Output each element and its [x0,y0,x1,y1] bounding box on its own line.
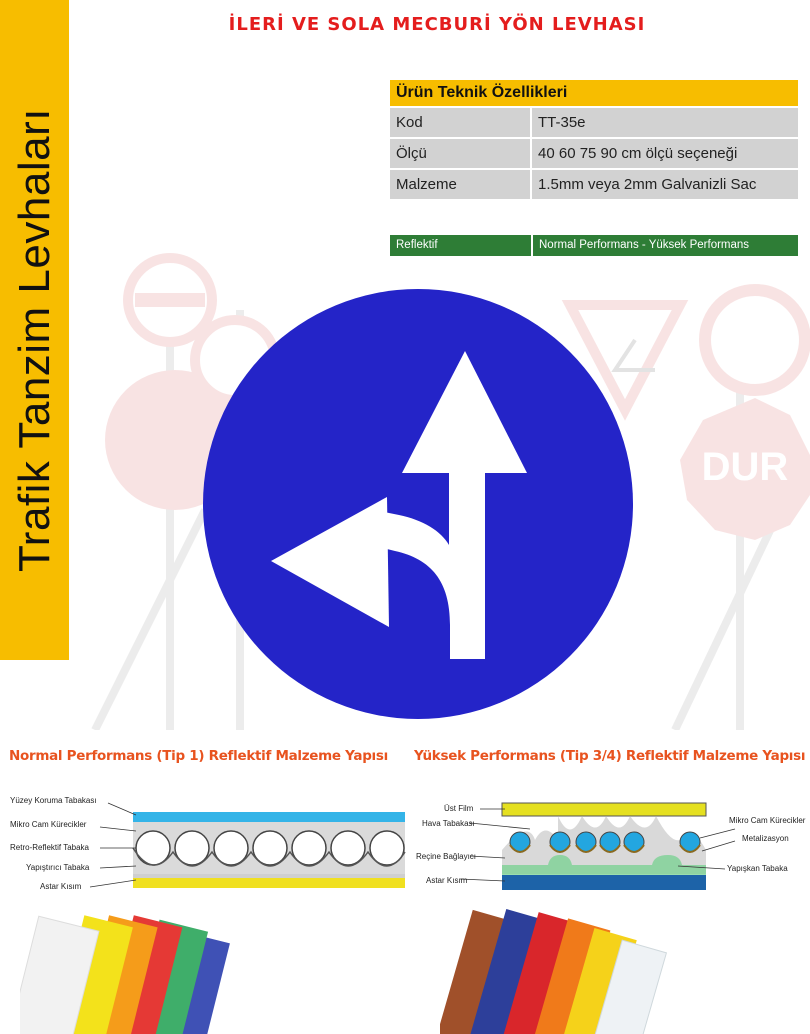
layer-label: Metalizasyon [742,834,789,843]
layer-label: Yapışkan Tabaka [727,864,788,873]
layer-label: Yapıştırıcı Tabaka [26,863,90,872]
spec-key: Malzeme [390,168,532,199]
spec-row-code [390,106,798,137]
layer-label: Mikro Cam Kürecikler [729,816,806,825]
spec-key: Ölçü [390,137,532,168]
sidebar-banner [0,0,69,660]
normal-reflective-samples-image [20,910,240,1034]
layer-label: Astar Kısım [40,882,82,891]
spec-value: TT-35e [532,106,798,137]
normal-performance-title: Normal Performans (Tip 1) Reflektif Malzeme Yapısı [9,748,388,764]
spec-value: 40 60 75 90 cm ölçü seçeneği [532,137,798,168]
spec-row-size [390,137,798,168]
layer-label: Reçine Bağlayıcı [416,852,477,861]
high-performance-title: Yüksek Performans (Tip 3/4) Reflektif Malzeme Yapısı [414,748,806,764]
spec-value: 1.5mm veya 2mm Galvanizli Sac [532,168,798,199]
layer-label: Hava Tabakası [422,819,475,828]
layer-label: Mikro Cam Kürecikler [10,820,87,829]
layer-label: Yüzey Koruma Tabakası [10,796,97,805]
reflective-value: Normal Performans - Yüksek Performans [533,235,798,256]
layer-label: Astar Kısım [426,876,468,885]
spec-key: Kod [390,106,532,137]
dur-text: DUR [701,445,789,489]
traffic-sign-ahead-or-left [203,289,633,719]
spec-row-material [390,168,798,199]
reflective-key: Reflektif [390,235,533,256]
layer-label: Retro-Reflektif Tabaka [10,843,89,852]
page-title: İLERİ VE SOLA MECBURİ YÖN LEVHASI [228,14,646,35]
spec-heading: Ürün Teknik Özellikleri [390,80,798,106]
high-reflective-samples-image [440,905,670,1034]
spec-table [390,80,798,199]
sidebar-title: Trafik Tanzim Levhaları [10,108,59,572]
layer-label: Üst Film [444,804,474,813]
sign-disc [203,289,633,719]
